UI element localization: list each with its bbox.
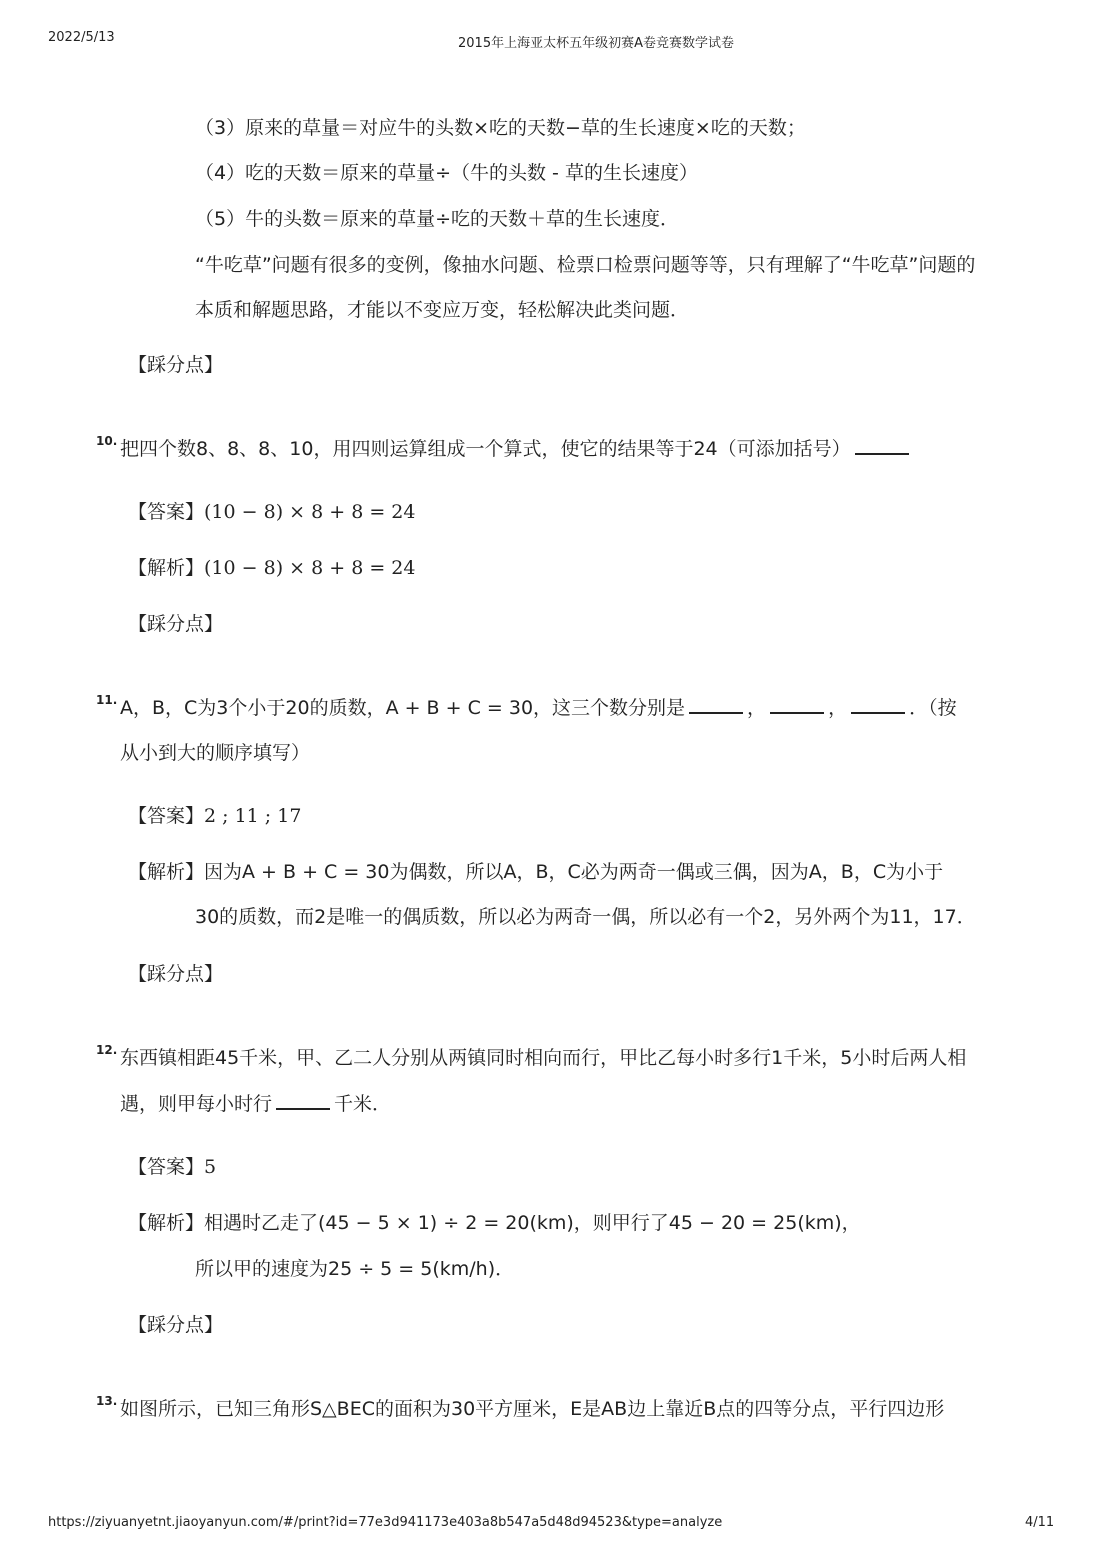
prev-item-3: （3）原来的草量＝对应牛的头数×吃的天数−草的生长速度×吃的天数； <box>195 117 806 139</box>
q11-question-line-1 <box>120 695 957 721</box>
q10-analysis-label: 【解析】 <box>128 557 205 579</box>
q12-analysis-line-2: 所以甲的速度为25 ÷ 5 = 5(km/h)． <box>195 1258 515 1280</box>
q12-answer-row <box>128 1154 216 1180</box>
q10-answer-blank <box>855 453 909 455</box>
q11-answer-row <box>128 803 301 829</box>
q11-blank-1 <box>689 712 743 714</box>
q12-scoring-points-label: 【踩分点】 <box>128 1314 224 1336</box>
footer-page-number: 4/11 <box>1025 1515 1055 1530</box>
q10-number: 10. <box>96 434 118 448</box>
q10-analysis-value: (10 − 8) × 8 + 8 = 24 <box>204 557 416 579</box>
q11-scoring-points-label: 【踩分点】 <box>128 963 224 985</box>
q12-answer-blank <box>276 1108 330 1110</box>
q11-analysis-row <box>128 859 943 885</box>
q12-question-line-2 <box>120 1091 391 1117</box>
q13-number: 13. <box>96 1394 118 1408</box>
q11-analysis-line-2: 30的质数，而2是唯一的偶质数，所以必为两奇一偶，所以必有一个2，另外两个为11，17． <box>195 906 976 928</box>
q11-blank-2 <box>770 712 824 714</box>
q10-answer-label: 【答案】 <box>128 501 205 523</box>
q11-analysis-line-1: 因为A + B + C = 30为偶数，所以A，B，C必为两奇一偶或三偶，因为A，B，C为小于 <box>204 861 944 883</box>
q12-analysis-row <box>128 1210 861 1236</box>
q11-answer-value: 2 ; 11 ; 17 <box>204 805 302 827</box>
header-date: 2022/5/13 <box>48 30 115 45</box>
q11-question-line-2: 从小到大的顺序填写） <box>120 742 311 764</box>
q10-answer-value: (10 − 8) × 8 + 8 = 24 <box>204 501 416 523</box>
q12-number: 12. <box>96 1043 118 1057</box>
q11-separator-1: ， <box>747 697 767 719</box>
prev-item-4: （4）吃的天数＝原来的草量÷（牛的头数 - 草的生长速度） <box>195 162 698 184</box>
q12-answer-label: 【答案】 <box>128 1156 205 1178</box>
q12-analysis-label: 【解析】 <box>128 1212 205 1234</box>
q11-analysis-label: 【解析】 <box>128 861 205 883</box>
prev-paragraph-line-2: 本质和解题思路，才能以不变应万变，轻松解决此类问题． <box>195 299 690 321</box>
prev-paragraph-line-1: “牛吃草”问题有很多的变例，像抽水问题、检票口检票问题等等，只有理解了“牛吃草”问题的 <box>195 254 976 276</box>
q10-analysis-row <box>128 555 415 581</box>
q12-question-text: 遇，则甲每小时行 <box>120 1093 273 1115</box>
q13-question-line-1: 如图所示，已知三角形S△BEC的面积为30平方厘米，E是AB边上靠近B点的四等分点，平行四边形 <box>120 1398 945 1420</box>
prev-scoring-points-label: 【踩分点】 <box>128 354 224 376</box>
prev-item-5: （5）牛的头数＝原来的草量÷吃的天数＋草的生长速度． <box>195 208 680 230</box>
q10-scoring-points-label: 【踩分点】 <box>128 613 224 635</box>
q12-answer-value: 5 <box>204 1156 217 1178</box>
q10-question <box>120 436 913 462</box>
q10-answer-row <box>128 499 415 525</box>
q11-question-text: A，B，C为3个小于20的质数，A + B + C = 30，这三个数分别是 <box>120 697 686 719</box>
q12-question-line-1: 东西镇相距45千米，甲、乙二人分别从两镇同时相向而行，甲比乙每小时多行1千米，5小时后两人相 <box>120 1047 967 1069</box>
q10-question-text: 把四个数8、8、8、10，用四则运算组成一个算式，使它的结果等于24（可添加括号） <box>120 438 851 460</box>
header-title: 2015年上海亚太杯五年级初赛A卷竞赛数学试卷 <box>458 36 734 51</box>
q11-number: 11. <box>96 693 118 707</box>
footer-url: https://ziyuanyetnt.jiaoyanyun.com/#/print?id=77e3d941173e403a8b547a5d48d94523&type=analyze <box>48 1515 723 1530</box>
q12-question-end: 千米． <box>334 1093 392 1115</box>
q12-analysis-line-1: 相遇时乙走了(45 − 5 × 1) ÷ 2 = 20(km)，则甲行了45 − 20 = 25(km)， <box>204 1212 861 1234</box>
q11-answer-label: 【答案】 <box>128 805 205 827</box>
q11-separator-2: ， <box>828 697 848 719</box>
q11-blank-3 <box>851 712 905 714</box>
q11-question-end: ．（按 <box>909 697 957 719</box>
